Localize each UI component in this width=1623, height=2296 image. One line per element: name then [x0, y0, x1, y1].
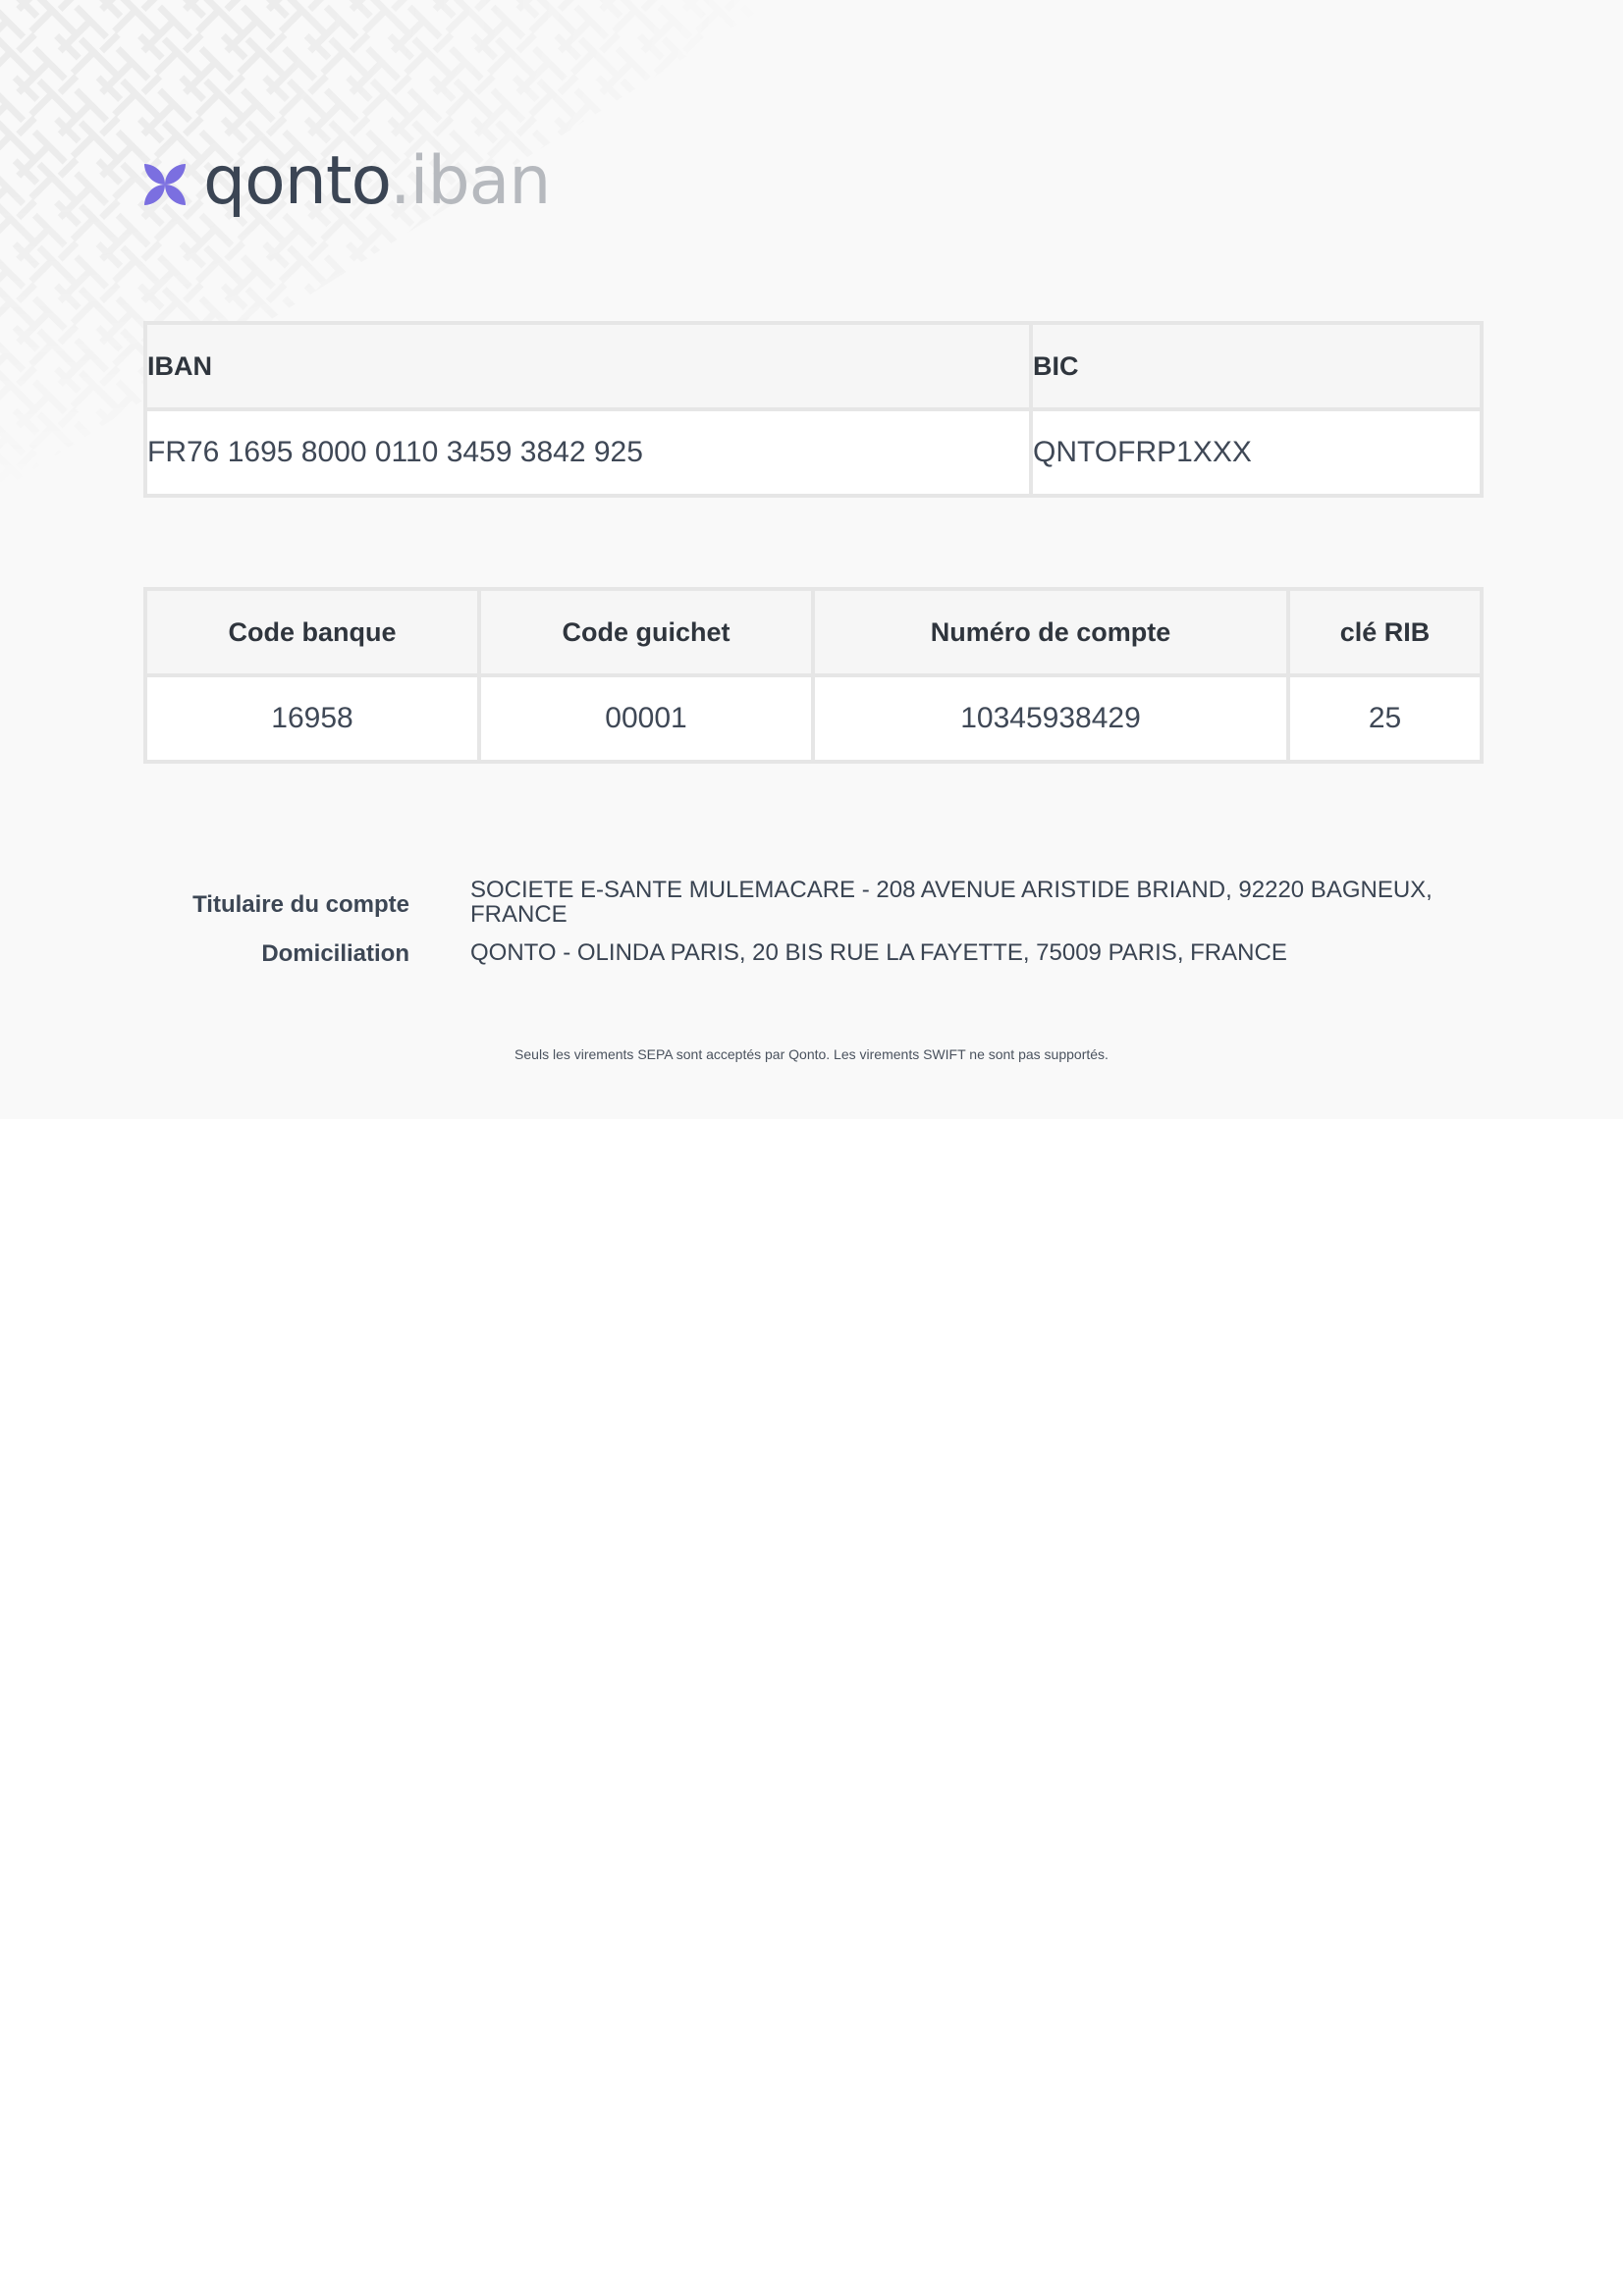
- iban-header: IBAN: [145, 323, 1031, 409]
- code-guichet-value: 00001: [479, 675, 813, 762]
- domiciliation-value: QONTO - OLINDA PARIS, 20 BIS RUE LA FAYETTE, 75009 PARIS, FRANCE: [470, 939, 1287, 966]
- code-guichet-header: Code guichet: [479, 589, 813, 675]
- code-banque-header: Code banque: [145, 589, 479, 675]
- bic-value: QNTOFRP1XXX: [1031, 409, 1482, 496]
- sepa-footer-note: Seuls les virements SEPA sont acceptés par Qonto. Les virements SWIFT ne sont pas supportés.: [514, 1046, 1109, 1062]
- cle-rib-value: 25: [1288, 675, 1482, 762]
- iban-bic-table: [143, 321, 1484, 498]
- document-header-area: [0, 0, 1623, 1119]
- cle-rib-header: clé RIB: [1288, 589, 1482, 675]
- holder-value-line1: SOCIETE E-SANTE MULEMACARE - 208 AVENUE ARISTIDE BRIAND, 92220 BAGNEUX,: [470, 877, 1433, 903]
- numero-compte-value: 10345938429: [813, 675, 1288, 762]
- domiciliation-label: Domiciliation: [261, 940, 409, 967]
- code-banque-value: 16958: [145, 675, 479, 762]
- account-info: [143, 878, 1480, 982]
- logo-brand-text: qonto: [203, 142, 390, 220]
- rib-details-table: [143, 587, 1484, 764]
- qonto-iban-logo: [142, 137, 550, 226]
- logo-suffix-text: .iban: [389, 142, 551, 220]
- domiciliation-row: [143, 940, 1480, 968]
- logo-wordmark: [203, 142, 551, 220]
- iban-value: FR76 1695 8000 0110 3459 3842 925: [145, 409, 1031, 496]
- holder-row: [143, 878, 1480, 927]
- numero-compte-header: Numéro de compte: [813, 589, 1288, 675]
- qonto-logo-icon: [142, 162, 188, 207]
- holder-value-line2: FRANCE: [470, 901, 568, 928]
- bic-header: BIC: [1031, 323, 1482, 409]
- holder-label: Titulaire du compte: [192, 891, 409, 918]
- holder-value: [470, 878, 1452, 927]
